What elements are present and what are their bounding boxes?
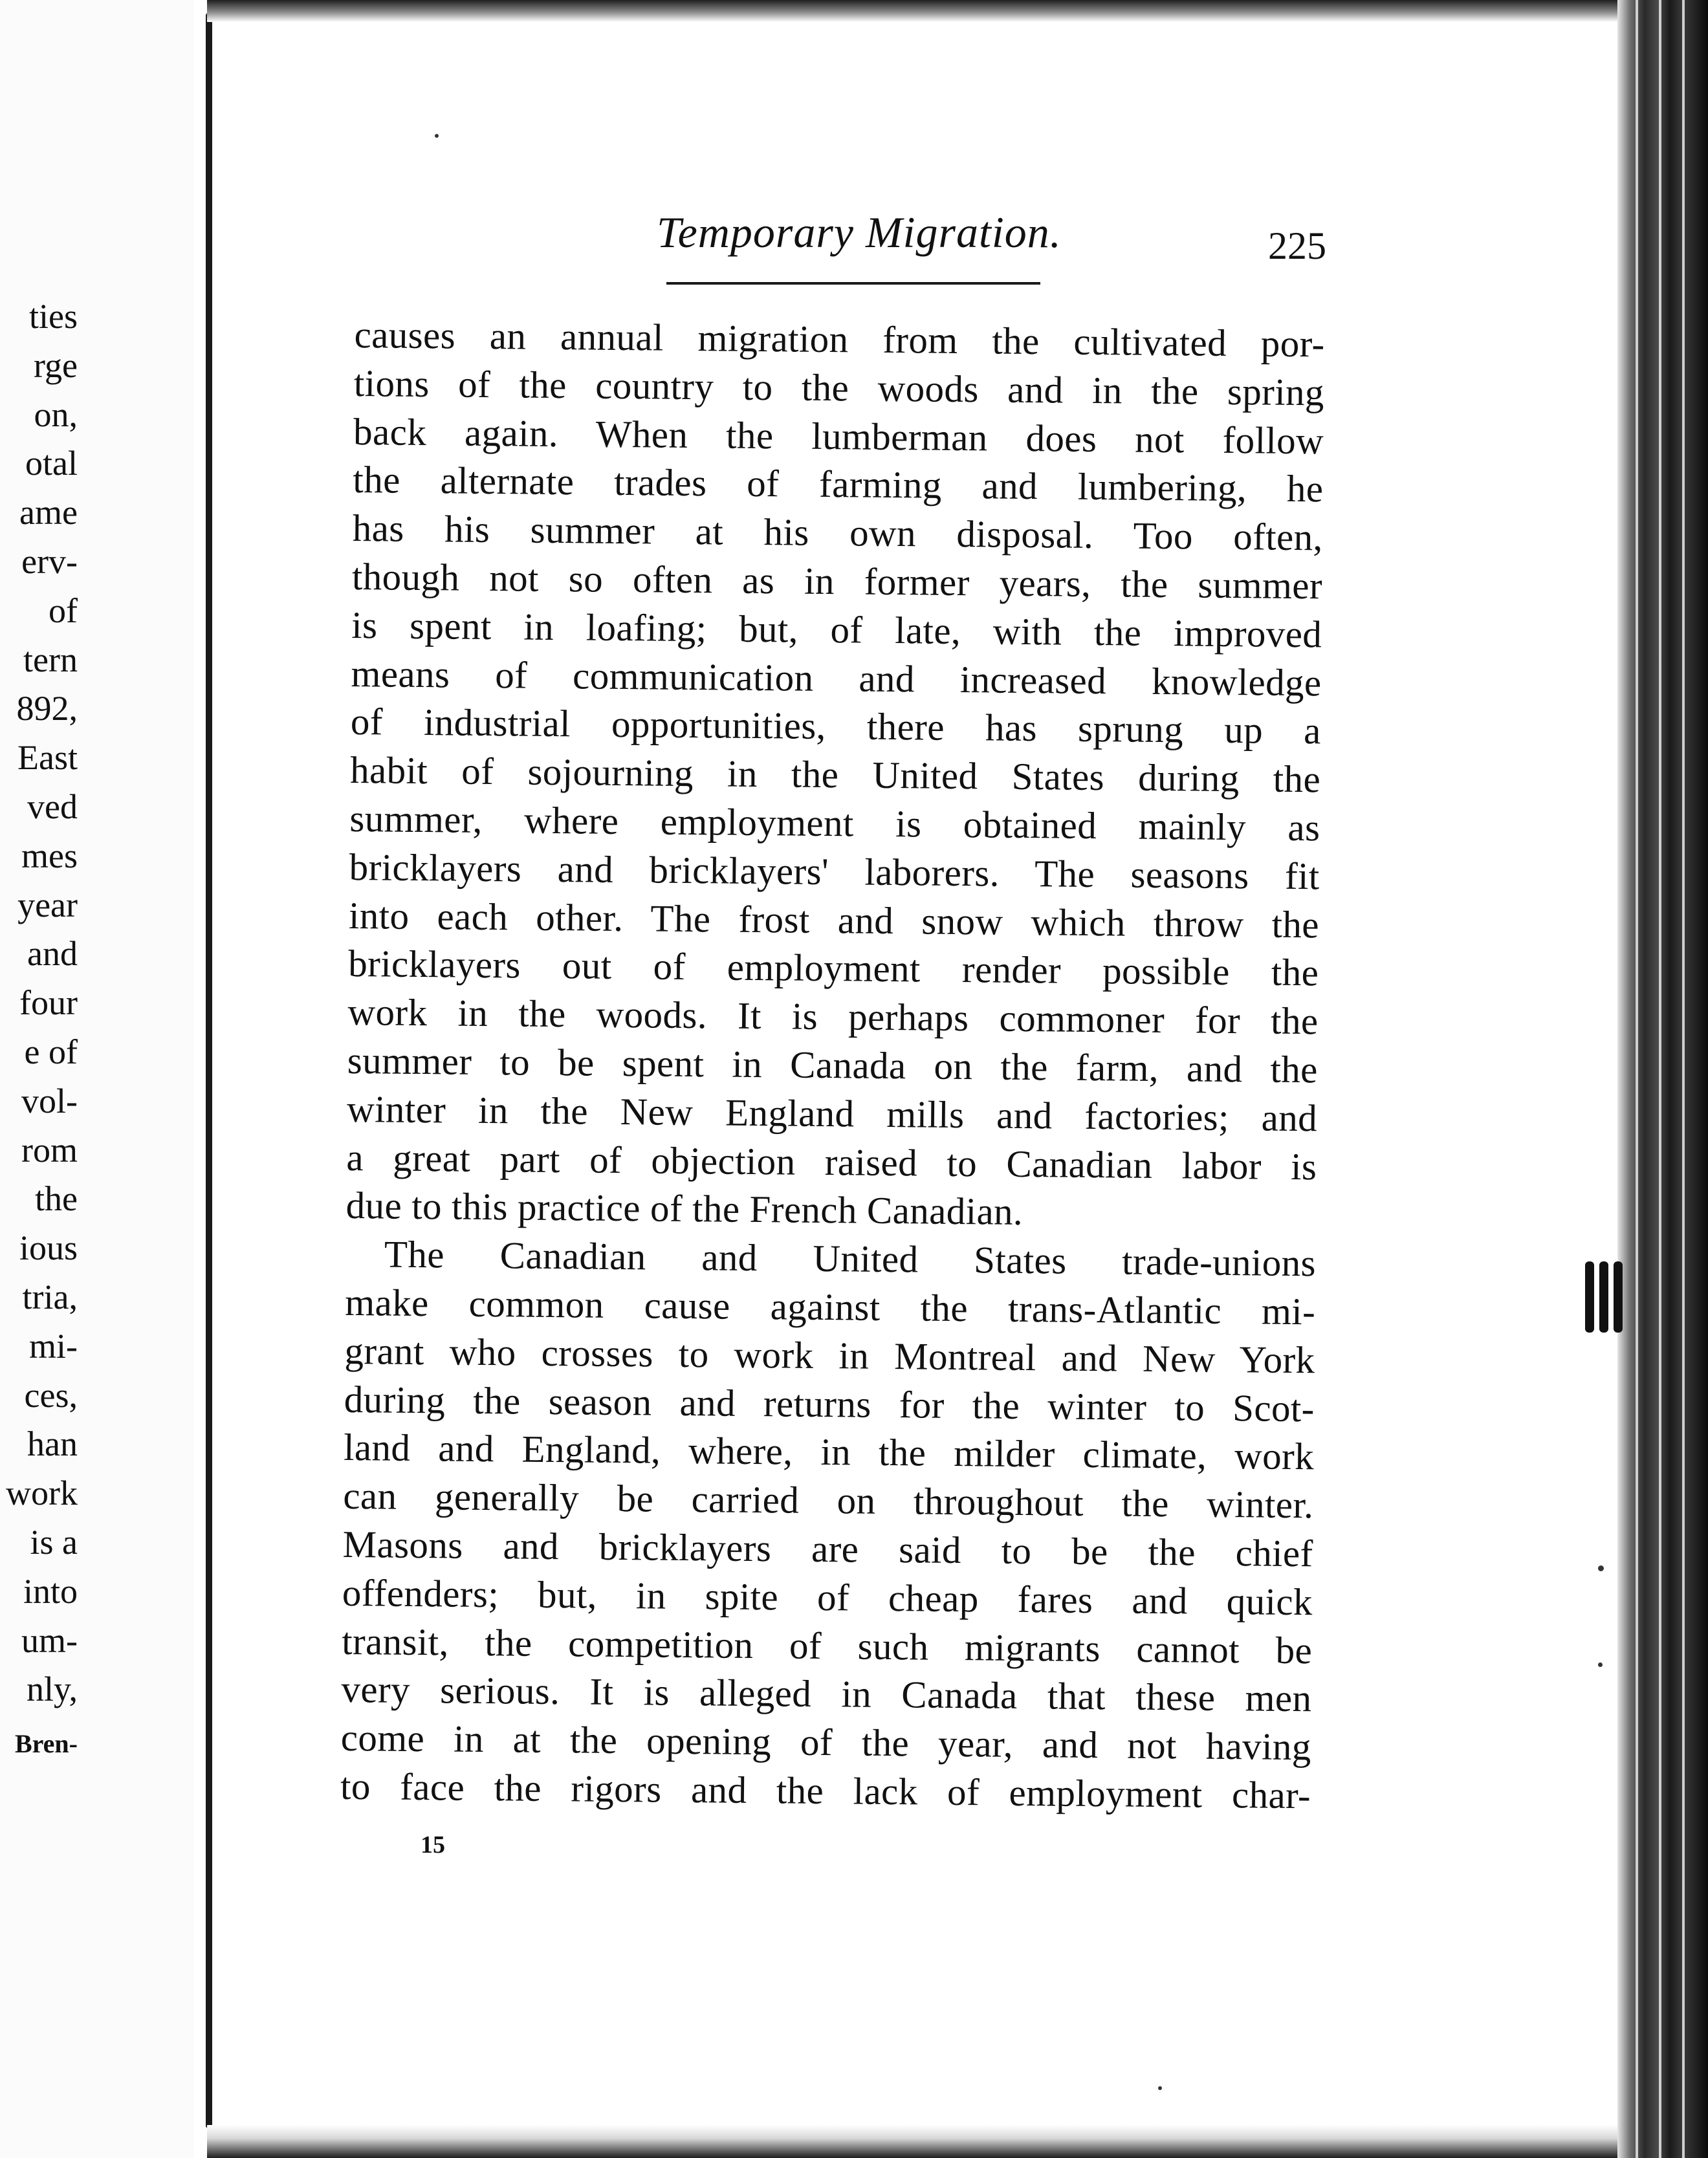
gutter-line: [206, 13, 212, 2128]
page-top-edge: [207, 0, 1630, 22]
left-fragment: mes: [21, 836, 78, 875]
left-fragment: tern: [23, 640, 78, 679]
left-fragment: mi-: [29, 1326, 78, 1366]
text-line: tions of the country to the woods and in the spring: [353, 361, 1325, 414]
left-fragment: vol-: [21, 1081, 78, 1120]
left-fragment: han: [27, 1424, 78, 1464]
text-line: bricklayers out of employment render possible the: [347, 942, 1319, 994]
left-fragment: erv-: [21, 541, 78, 581]
text-line: very serious. It is alleged in Canada that these men: [341, 1668, 1312, 1720]
left-fragment: and: [27, 934, 78, 974]
edge-mark: [1614, 1261, 1623, 1333]
left-footnote-fragment: Bren-: [14, 1729, 78, 1759]
text-line: grant who crosses to work in Montreal and New York: [344, 1329, 1315, 1382]
text-line: to face the rigors and the lack of employment char-: [340, 1764, 1311, 1817]
body-text: [340, 311, 1325, 1820]
running-title: Temporary Migration.: [657, 208, 1062, 257]
text-line: transit, the competition of such migrants cannot be: [341, 1619, 1313, 1672]
left-fragment: 892,: [16, 689, 78, 728]
text-line: into each other. The frost and snow which throw the: [348, 893, 1320, 946]
print-speck: [1598, 1662, 1603, 1667]
text-line: of industrial opportunities, there has sprung up a: [350, 700, 1322, 752]
page-block-edge: [1617, 0, 1708, 2158]
left-fragment: ces,: [24, 1375, 78, 1415]
text-line: land and England, where, in the milder climate, work: [343, 1426, 1315, 1478]
text-line: The Canadian and United States trade-unions: [384, 1232, 1317, 1285]
text-line: though not so often as in former years, the summer: [351, 554, 1323, 607]
left-fragment: rge: [34, 345, 78, 385]
text-line: the alternate trades of farming and lumbering, he: [353, 458, 1324, 510]
left-fragment: ved: [27, 787, 78, 826]
text-line: back again. When the lumberman does not follow: [353, 409, 1324, 462]
print-speck: [1598, 1565, 1604, 1571]
text-line: a great part of objection raised to Canadian labor is: [346, 1135, 1317, 1188]
text-line: means of communication and increased knowledge: [351, 651, 1322, 704]
left-fragment: rom: [21, 1130, 78, 1170]
text-line: Masons and bricklayers are said to be the chief: [342, 1522, 1313, 1575]
text-line: come in at the opening of the year, and not having: [340, 1716, 1312, 1769]
left-fragment: East: [17, 738, 78, 778]
text-line: summer, where employment is obtained mainly as: [349, 796, 1320, 849]
text-line: summer to be spent in Canada on the farm, and the: [347, 1038, 1319, 1091]
print-speck: [435, 134, 439, 138]
header-rule: [666, 282, 1040, 285]
text-line: bricklayers and bricklayers' laborers. The seasons fit: [349, 845, 1320, 898]
text-line: can generally be carried on throughout the winter.: [343, 1474, 1314, 1527]
left-fragment: um-: [21, 1620, 78, 1660]
page-edge-stripe: [1682, 0, 1685, 2158]
left-fragment: of: [49, 591, 78, 630]
print-speck: [1158, 2086, 1162, 2090]
running-header: [657, 207, 1336, 265]
page-edge-stripe: [1636, 0, 1638, 2158]
page-edge-stripe: [1659, 0, 1661, 2158]
left-fragment: into: [23, 1571, 78, 1611]
text-line: work in the woods. It is perhaps commoner for the: [347, 990, 1319, 1043]
text-line: habit of sojourning in the United States during the: [349, 748, 1321, 801]
text-line: due to this practice of the French Canadian.: [345, 1184, 1024, 1234]
left-fragment: ame: [19, 493, 78, 532]
text-line: make common cause against the trans-Atlantic mi-: [344, 1280, 1316, 1333]
left-fragment: work: [6, 1474, 78, 1513]
left-fragment: tria,: [22, 1277, 78, 1316]
left-fragment: the: [35, 1179, 78, 1219]
signature-mark: 15: [421, 1831, 445, 1858]
text-line: winter in the New England mills and factories; and: [346, 1087, 1318, 1140]
page-bottom-edge: [207, 2125, 1630, 2158]
page-edge-marks: [1585, 1261, 1630, 1333]
text-line: is spent in loafing; but, of late, with the improved: [351, 603, 1322, 656]
left-fragment: year: [17, 885, 78, 924]
left-fragment: is a: [30, 1522, 78, 1562]
left-fragment: nly,: [27, 1670, 78, 1709]
left-fragment: four: [19, 983, 78, 1023]
edge-mark: [1599, 1261, 1608, 1333]
edge-mark: [1585, 1261, 1594, 1333]
text-line: has his summer at his own disposal. Too often,: [352, 507, 1324, 559]
text-line: during the season and returns for the winter to Scot-: [344, 1377, 1315, 1430]
left-fragment: otal: [25, 444, 78, 483]
left-fragment: ious: [19, 1228, 78, 1268]
left-fragment: on,: [34, 395, 78, 434]
text-line: causes an annual migration from the cultivated por-: [354, 312, 1325, 365]
left-fragment: e of: [24, 1032, 78, 1071]
left-fragment: ties: [29, 297, 78, 336]
left-page-text-fragments: [0, 292, 78, 1769]
text-line: offenders; but, in spite of cheap fares and quick: [342, 1571, 1313, 1624]
page-number: 225: [1268, 224, 1326, 267]
